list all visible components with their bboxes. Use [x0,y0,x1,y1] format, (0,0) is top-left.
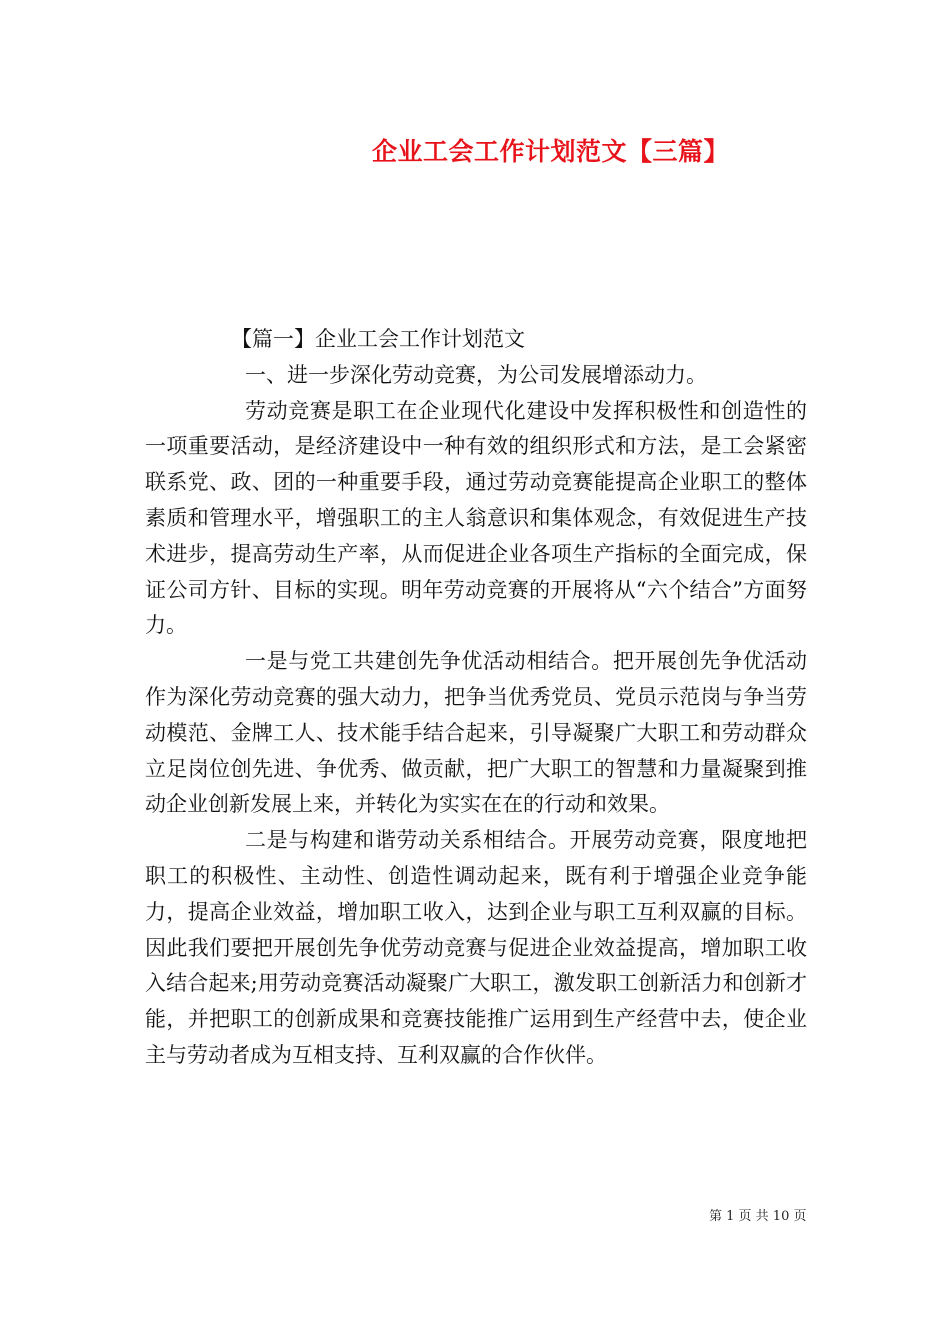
section-heading: 【篇一】企业工会工作计划范文 [231,327,525,351]
item-heading: 一、进一步深化劳动竞赛，为公司发展增添动力。 [245,362,707,387]
paragraph: 劳动竞赛是职工在企业现代化建设中发挥积极性和创造性的一项重要活动，是经济建设中一种有效的组织形式和方法，是工会紧密联系党、政、团的一种重要手段，通过劳动竞赛能提高企业职工的整体素质和管理水平，增强职工的主人翁意识和集体观念，有效促进生产技术进步，提高劳动生产率，从而促进企业各项生产指标的全面完成，保证公司方针、目标的实现。明年劳动竞赛的开展将从“六个结合”方面努力。 [145,398,807,638]
document-body [145,322,807,1074]
paragraph: 一是与党工共建创先争优活动相结合。把开展创先争优活动作为深化劳动竞赛的强大动力，把争当优秀党员、党员示范岗与争当劳动模范、金牌工人、技术能手结合起来，引导凝聚广大职工和劳动群众立足岗位创先进、争优秀、做贡献，把广大职工的智慧和力量凝聚到推动企业创新发展上来，并转化为实实在在的行动和效果。 [145,649,807,817]
paragraph: 二是与构建和谐劳动关系相结合。开展劳动竞赛，限度地把职工的积极性、主动性、创造性调动起来，既有利于增强企业竞争能力，提高企业效益，增加职工收入，达到企业与职工互利双赢的目标。因此我们要把开展创先争优劳动竞赛与促进企业效益提高，增加职工收入结合起来;用劳动竞赛活动凝聚广大职工，激发职工创新活力和创新才能，并把职工的创新成果和竞赛技能推广运用到生产经营中去，使企业主与劳动者成为互相支持、互利双赢的合作伙伴。 [145,828,807,1067]
page-number-footer: 第 1 页 共 10 页 [709,1209,807,1224]
document-title: 企业工会工作计划范文【三篇】 [372,137,730,166]
